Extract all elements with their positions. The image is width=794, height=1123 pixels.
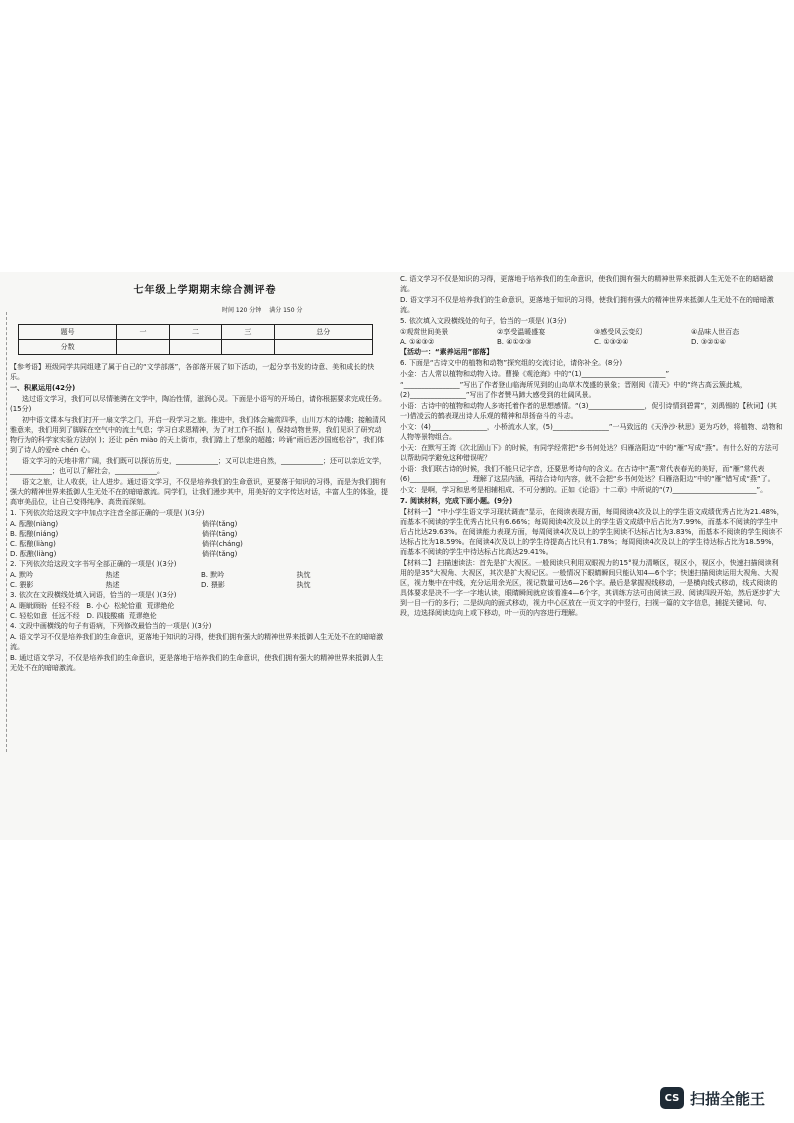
exam-meta bbox=[222, 306, 308, 316]
question-1: 1. 下列依次给这段文字中加点字注音全部正确的一项是( )(3分) bbox=[10, 509, 205, 517]
score-table-header-row bbox=[19, 325, 373, 340]
time-label: 时间 120 分钟 bbox=[222, 307, 262, 314]
dialogue-line: 小语：古诗中的植物和动物人多寄托着作者的思想感情。“(3)________________，促引诗情到碧霄”，刘禹锡的【秋词】(其一)借凌云的鹤表现出诗人乐观的精神和昂扬奋斗的斗志。 bbox=[400, 402, 777, 420]
score-table-cell: 总分 bbox=[274, 325, 372, 340]
option[interactable]: D. 语文学习不仅是培养我们的生命意识，更落地于知识的习得，使我们拥有强大的精神世界来抵御人生无处不在的暗暗激流。 bbox=[400, 296, 774, 314]
option: 松轮恰重 bbox=[113, 602, 142, 610]
paragraph: 语文学习的天地非常广阔，我们既可以探访历史，____________；又可以走进自然，____________；还可以亲近文学，____________；也可以了解社会，____________。 bbox=[10, 457, 386, 475]
option[interactable]: A. ①④③② bbox=[400, 338, 435, 346]
score-table-cell[interactable] bbox=[117, 340, 169, 355]
dialogue-line: 小语：我们联古诗的时候，我们不能只记字音，还要思考诗句的含义。在古诗中“燕”常代表春光的美好，而“雁”常代表(6)________________，理解了这层内涵，再结合诗句内容，就不会把“乡书何处达？归雁洛阳边”中的“雁”错写成“燕”了。 bbox=[400, 465, 775, 483]
material-one: 【材料一】 “中小学生语文学习现状调查”显示，在阅读表现方面，每周阅读4次及以上的学生语文成绩优秀占比为21.48%，而基本不阅读的学生优秀占比只有6.66%；每周阅读4次及以上的学生语文成绩中后占比为7.99%，而基本不阅读的学生中后占比达29.63%。在阅读能力表现方面，每周阅读4次及以上的学生阅读不达标占比为3.83%，而基本不阅读的学生阅读不达标占比为18.59%。在阅读4次及以上的学生待提高占比只有1.78%；每周阅读4次及以上的学生待达标占比为18.59%，而基本不阅读的学生中待达标占比高达29.41%。 bbox=[400, 508, 784, 556]
option[interactable]: B. 通过语文学习，不仅是培养我们的生命意识，更是落地于培养我们的生命意识，使我们拥有强大的精神世界来抵御人生无处不在的暗暗激流。 bbox=[10, 654, 384, 672]
option[interactable]: B. 小心 bbox=[86, 602, 110, 610]
score-table-score-row bbox=[19, 340, 373, 355]
exam-title: 七年级上学期期末综合测评卷 bbox=[133, 285, 277, 296]
watermark-text: 扫描全能王 bbox=[690, 1089, 766, 1108]
option: 执忱 bbox=[296, 581, 311, 589]
option[interactable]: A. 酝酿(niàng) bbox=[10, 520, 59, 528]
score-table-cell: 三 bbox=[222, 325, 274, 340]
section-heading: 一、积累运用(42分) bbox=[10, 384, 76, 392]
option: 倘徉(tǎng) bbox=[202, 520, 238, 528]
question-5: 5. 依次填入文段横线处的句子，恰当的一项是( )(3分) bbox=[400, 317, 567, 325]
camscanner-logo-icon: CS bbox=[660, 1087, 684, 1109]
score-table-cell: 二 bbox=[169, 325, 221, 340]
activity-heading: 【活动一：“素养运用”部落】 bbox=[400, 348, 494, 356]
question-3-options bbox=[10, 601, 388, 621]
option: 任轻不经 bbox=[51, 602, 80, 610]
dialogue-line: “________________”写出了作者登山临海所见到的山岛草木茂盛的景象；晋刚阅《清天》中的“终古高云簇此城，(2)________________”写出了作者赞马蹄大感受到的壮阔风景。 bbox=[400, 381, 747, 399]
binding-margin bbox=[0, 312, 7, 752]
material-two: 【材料二】 扫描速读法：首先是扩大视区。一般阅读只利用双眼视力的15°视力清晰区，视区小，视区小，快速扫描阅读利用的是35°大视角、大视区，其次是扩大视记区。一般情况下眼睛瞬间只能认知4—6个字；快速扫描阅读运用大视角、大视区，视力集中在中线，充分运用余光区，视记数量可达6—26个字。最后是掌握视线移动，一是横向线式移动，线式阅读的具体要求是决不一字一字地认读，眼睛瞬间就应该看准4—6个字，其训练方法可由阅读三段、阅读四段开始，然后逐步扩大到一目一行的多行；二是纵向的面式移动，视力中心区放在一页文字的中竖行，扫视一篇的文字信息，捕捉关键词、句、段，边选择阅读边向上或下移动，叶一页的内容进行理解。 bbox=[400, 559, 780, 617]
option[interactable]: A. 默吟 bbox=[10, 571, 34, 579]
option: 荒谬绝伦 bbox=[146, 602, 175, 610]
option[interactable]: D. 四肢酸痛 bbox=[86, 612, 125, 620]
score-table-cell[interactable] bbox=[274, 340, 372, 355]
option: 倘徉(tāng) bbox=[202, 530, 238, 538]
option[interactable]: A. 睚眦顾盼 bbox=[10, 602, 48, 610]
question-4: 4. 文段中画横线的句子有语病，下列修改最恰当的一项是( )(3分) bbox=[10, 622, 212, 630]
option[interactable]: C. ①③②④ bbox=[594, 338, 629, 346]
option[interactable]: C. 猥影 bbox=[10, 581, 34, 589]
exam-sheet bbox=[0, 272, 794, 840]
option: 任远不经 bbox=[51, 612, 80, 620]
paragraph: 选过语文学习，我们可以尽情驰骋在文学中，陶冶性情，滋润心灵。下面是小语写的开场白，请你根据要求完成任务。(15分) bbox=[10, 395, 386, 413]
question-7: 7. 阅读材料，完成下面小题。(9分) bbox=[400, 497, 513, 505]
paragraph: 初中语文课本与我们打开一扇文学之门，开启一段学习之旅。推进中，我们体会遍赏四季，山川万木的诗趣；接触清风雅意来，我们用到了脚踩在空气中的流土气息；学习白求恩精神，为了对工作不抵( )，保持动物世界，我们见识了研究动物行为的科学家实验方法的( )；还让 pēn miào 的天上街市，我们踏上了想象的超越；吟诵“雨后恶沙国庭松谷”，我们体到了诗人的爱rè chén 心。 bbox=[10, 416, 386, 454]
question-3: 3. 依次在文段横线处填入词语，恰当的一项是( )(3分) bbox=[10, 591, 177, 599]
score-table-cell: 一 bbox=[117, 325, 169, 340]
question-5-options bbox=[400, 337, 784, 347]
option: 热述 bbox=[105, 571, 120, 579]
score-label: 满分 150 分 bbox=[269, 307, 303, 314]
right-body bbox=[400, 274, 784, 619]
option: 荒谬绝伦 bbox=[128, 612, 157, 620]
option: 倘徉(cháng) bbox=[202, 540, 243, 548]
option[interactable]: D. ③②①④ bbox=[691, 338, 726, 346]
score-table-cell[interactable] bbox=[222, 340, 274, 355]
paragraph: 语文之旅，让人收获，让人进步。通过语文学习，不仅是培养我们的生命意识，更要落于知识的习得，而是为我们拥有强大的精神世界来抵御人生无处不在的暗暗激流。同学们，让我们漫步其中，用美好的文字传达对话，丰富人生的体验，提高审美品位，让自己变得纯净、高贵而深刻。 bbox=[10, 478, 388, 506]
intro-text: 【参考语】班级同学共同组建了属于自己的“文学部落”，各部落开展了如下活动，一起分享书发的诗意、美和成长的快乐。 bbox=[10, 363, 375, 381]
dialogue-line: 小文：(4)________________，小桥流水人家，(5)________________”一马致远的《天净沙·秋思》更为巧妙，将植物、动物和人物等景物组合。 bbox=[400, 423, 783, 441]
option[interactable]: C. 语文学习不仅是知识的习得，更落地于培养我们的生命意识，使我们拥有强大的精神世界来抵御人生无处不在的暗暗激流。 bbox=[400, 275, 774, 293]
option[interactable]: B. 默吟 bbox=[201, 571, 225, 579]
dialogue-line: 小文：是啊，学习和思考是相辅相成、不可分割的。正如《论语》十二章》中所说的“(7)________________________”。 bbox=[400, 486, 768, 494]
option[interactable]: C. 酝酿(liàng) bbox=[10, 540, 56, 548]
score-table bbox=[18, 324, 373, 355]
score-table-cell[interactable] bbox=[169, 340, 221, 355]
question-2: 2. 下列依次给这段文字书写全部正确的一项是( )(3分) bbox=[10, 560, 177, 568]
question-2-options bbox=[10, 570, 388, 590]
question-5-sentences bbox=[400, 327, 784, 337]
left-body bbox=[10, 362, 388, 674]
option: 倘徉(tǎng) bbox=[202, 550, 238, 558]
sentence: ④品味人世百态 bbox=[691, 328, 740, 336]
question-1-options bbox=[10, 519, 388, 559]
option[interactable]: C. 轻松如意 bbox=[10, 612, 48, 620]
option: 执忱 bbox=[296, 571, 311, 579]
dialogue-line: 小天：在默写王湾《次北固山下》的时候，有同学经常把“乡书何处达？归雁洛阳边”中的“雁”写成“燕”。有什么好的方法可以帮助同学避免这种错误呢？ bbox=[400, 444, 779, 462]
sentence: ③感受风云变幻 bbox=[594, 328, 643, 336]
option[interactable]: D. 猥影 bbox=[201, 581, 225, 589]
option[interactable]: B. 酝酿(niáng) bbox=[10, 530, 59, 538]
option[interactable]: A. 语文学习不仅是培养我们的生命意识，更落地于知识的习得，使我们拥有强大的精神世界来抵御人生无处不在的暗暗激流。 bbox=[10, 633, 384, 651]
option: 热述 bbox=[105, 581, 120, 589]
score-table-cell: 题号 bbox=[19, 325, 117, 340]
sentence: ②享受温暖盛宴 bbox=[497, 328, 546, 336]
option[interactable]: B. ④①②③ bbox=[497, 338, 532, 346]
score-table-cell: 分数 bbox=[19, 340, 117, 355]
sentence: ①观赏世间美景 bbox=[400, 328, 449, 336]
dialogue-line: 小金：古人常以植物和动物入诗。曹操《观沧海》中的“(1)________________________” bbox=[400, 370, 670, 378]
question-6: 6. 下面是“古诗文中的植物和动物”探究组的交流讨论，请你补全。(8分) bbox=[400, 359, 623, 367]
option[interactable]: D. 酝酿(liàng) bbox=[10, 550, 57, 558]
scanner-watermark bbox=[660, 1086, 765, 1110]
